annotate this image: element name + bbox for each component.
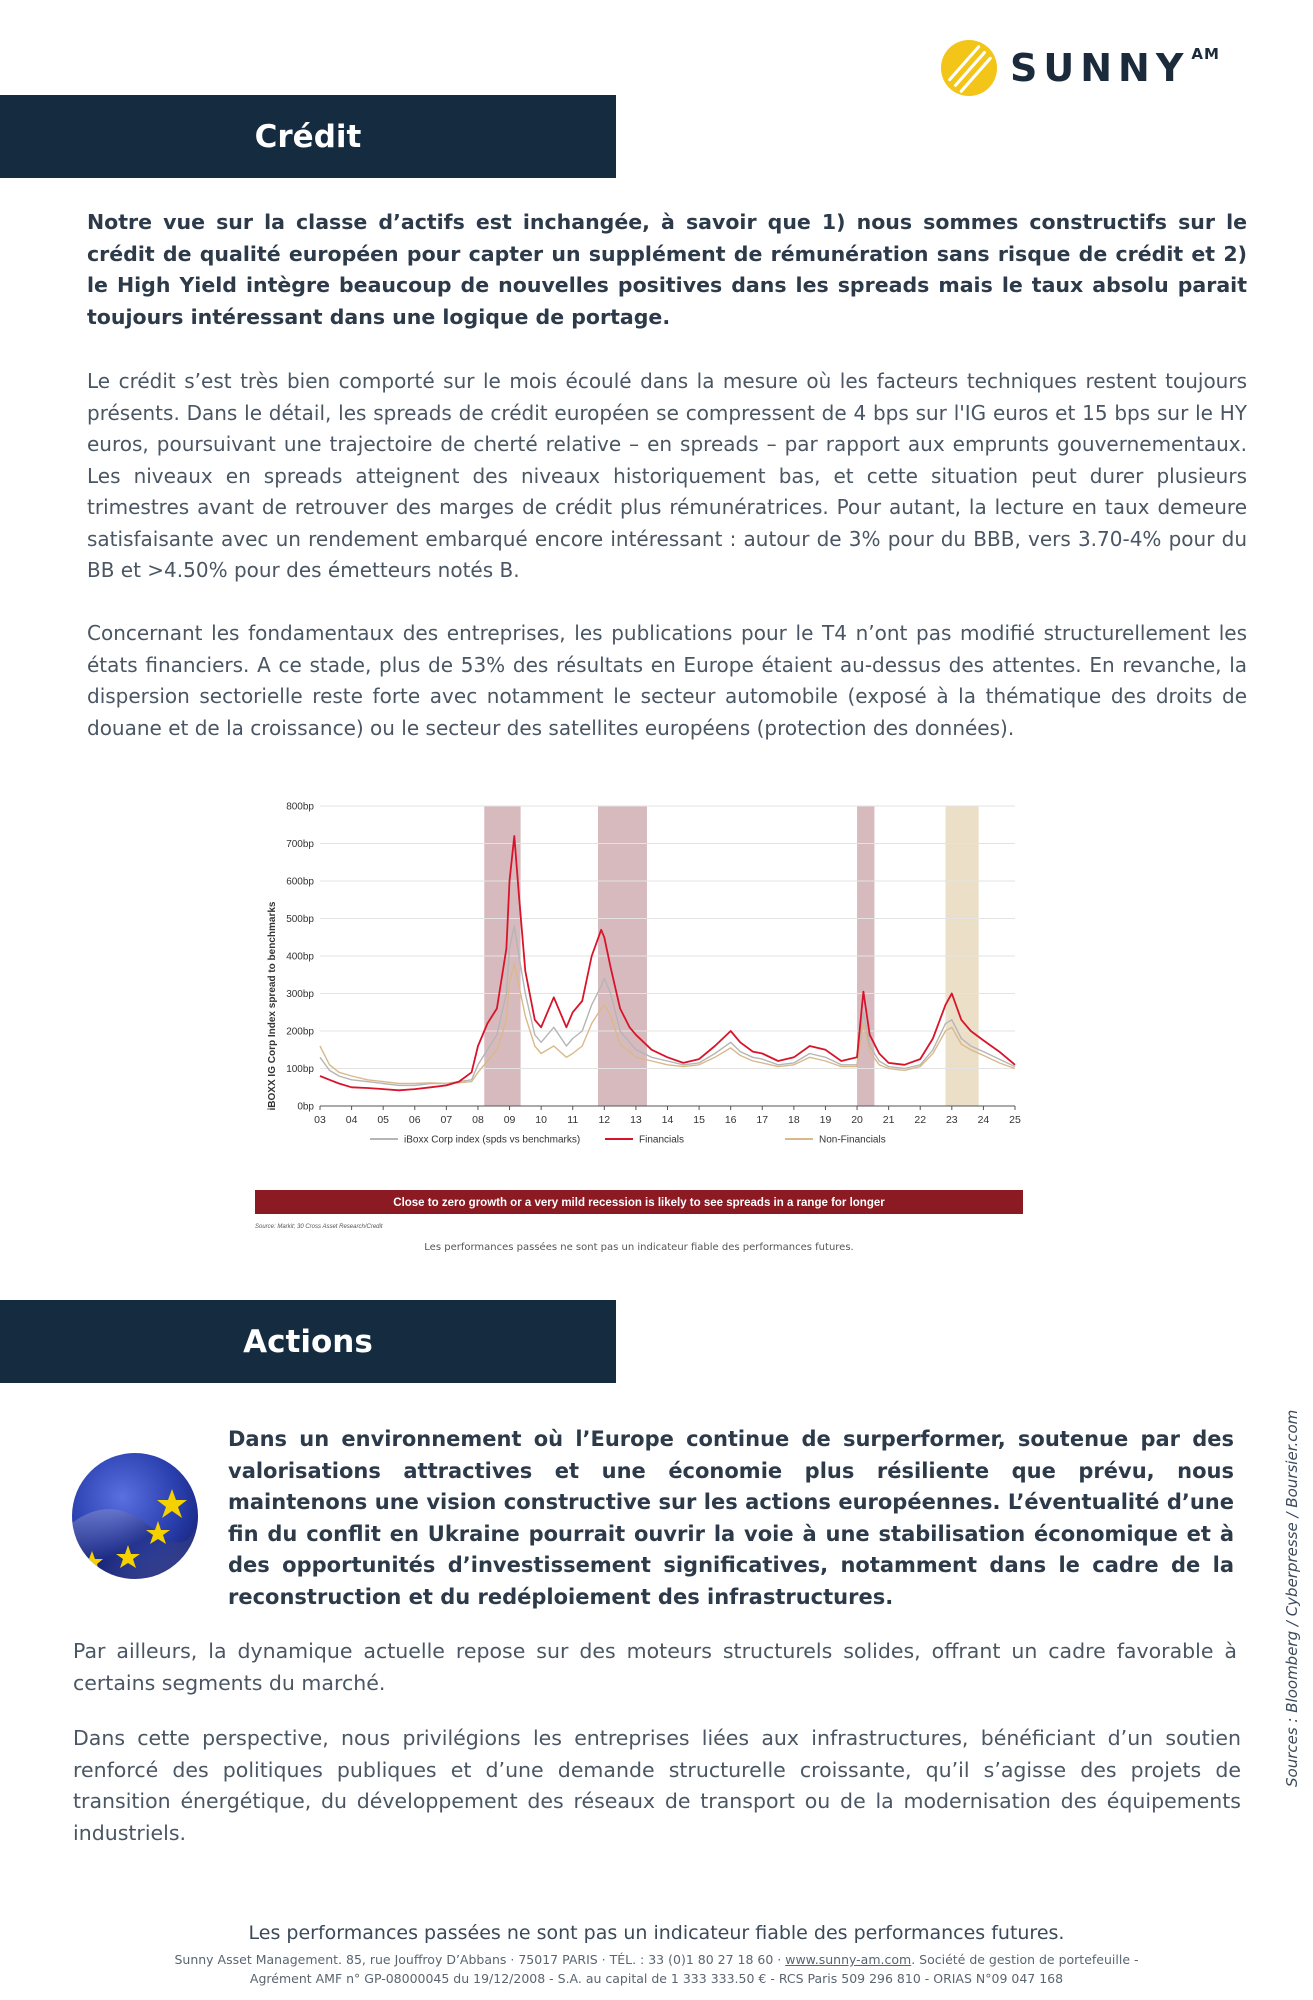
footer-website-link[interactable]: www.sunny-am.com: [785, 1952, 912, 1967]
chart-y-tick-label: 600bp: [286, 876, 314, 888]
chart-y-tick-label: 200bp: [286, 1026, 314, 1038]
chart-banner-text: Close to zero growth or a very mild recession is likely to see spreads in a range for longer: [393, 1197, 885, 1209]
chart-x-tick-label: 18: [788, 1114, 800, 1126]
chart-x-tick-label: 20: [851, 1114, 863, 1126]
credit-body-paragraph-2: Concernant les fondamentaux des entreprises, les publications pour le T4 n’ont pas modifié structurellement les états financiers. A ce stade, plus de 53% des résultats en Europe étaient au-dessus des attentes. En revanche, la dispersion sectorielle reste forte avec notamment le secteur automobile (exposé à la thématique des droits de douane et de la croissance) ou le secteur des satellites européens (protection des données).: [87, 621, 1247, 740]
chart-x-tick-label: 12: [598, 1114, 611, 1126]
chart-x-tick-label: 16: [724, 1114, 737, 1126]
actions-body-paragraph-1: Par ailleurs, la dynamique actuelle repose sur des moteurs structurels solides, offrant un cadre favorable à certains segments du marché.: [73, 1639, 1237, 1695]
sun-icon: [940, 39, 998, 97]
chart-disclaimer: Les performances passées ne sont pas un indicateur fiable des performances futures.: [424, 1242, 854, 1253]
chart-x-tick-label: 25: [1009, 1114, 1021, 1126]
chart-y-tick-label: 300bp: [286, 989, 314, 1000]
chart-y-tick-label: 500bp: [286, 914, 314, 925]
chart-x-tick-label: 22: [914, 1114, 927, 1126]
chart-y-tick-label: 800bp: [286, 801, 314, 813]
chart-series-line: [320, 964, 1015, 1084]
chart-x-tick-label: 11: [567, 1114, 579, 1126]
sunny-am-logo: [940, 36, 1220, 100]
chart-source: Source: Markit; 30 Cross Asset Research/Credit: [255, 1224, 383, 1230]
credit-lead-paragraph: Notre vue sur la classe d’actifs est inchangée, à savoir que 1) nous sommes constructifs sur le crédit de qualité européen pour capter un supplément de rémunération sans risque de crédit et 2) le High Yield intègre beaucoup de nouvelles positives dans les spreads mais le taux absolu parait toujours intéressant dans une logique de portage.: [87, 210, 1247, 329]
section-header-actions: [0, 1300, 616, 1383]
chart-x-tick-label: 17: [756, 1114, 769, 1126]
chart-series-line: [320, 926, 1015, 1085]
chart-x-tick-label: 21: [882, 1114, 895, 1126]
chart-x-tick-label: 06: [408, 1114, 421, 1126]
actions-body-paragraph-2: Dans cette perspective, nous privilégions les entreprises liées aux infrastructures, bénéficiant d’un soutien renforcé des politiques publiques et d’une demande structurelle croissante, qu’il s’agisse des projets de transition énergétique, du développement des réseaux de transport ou de la modernisation des équipements industriels.: [73, 1726, 1241, 1845]
chart-y-tick-label: 700bp: [286, 839, 314, 850]
chart-x-tick-label: 09: [503, 1114, 516, 1126]
section-title-actions: Actions: [243, 1323, 373, 1360]
footer-legal-line-2: Agrément AMF n° GP-08000045 du 19/12/2008 - S.A. au capital de 1 333 333.50 € - RCS Paris 509 296 810 - ORIAS N°09 047 168: [249, 1971, 1064, 1986]
chart-legend-label: Non-Financials: [819, 1134, 886, 1146]
chart-x-tick-label: 03: [314, 1114, 326, 1126]
footer-address: Sunny Asset Management. 85, rue Jouffroy D’Abbans · 75017 PARIS · TÉL. : 33 (0)1 80 27 18 60 ·: [174, 1952, 786, 1967]
chart-x-tick-label: 08: [472, 1114, 484, 1126]
section-title-credit: Crédit: [254, 118, 362, 155]
actions-lead-paragraph: Dans un environnement où l’Europe continue de surperformer, soutenue par des valorisations attractives et une économie plus résiliente que prévu, nous maintenons une vision constructive sur les actions européennes. L’éventualité d’une fin du conflit en Ukraine pourrait ouvrir la voie à une stabilisation économique et à des opportunités d’investissement significatives, notamment dans le cadre de la reconstruction et du redéploiement des infrastructures.: [228, 1427, 1234, 1609]
section-header-credit: [0, 95, 616, 178]
footer-legal: [120, 1950, 1193, 1988]
footer-legal-line-1: [120, 1950, 1193, 1969]
chart-x-tick-label: 05: [377, 1114, 390, 1126]
chart-y-tick-label: 0bp: [297, 1101, 314, 1113]
chart-legend-label: iBoxx Corp index (spds vs benchmarks): [404, 1134, 581, 1146]
chart-x-tick-label: 24: [977, 1114, 990, 1126]
brand-name: SUNNY: [1010, 46, 1190, 90]
credit-body-paragraph-1: Le crédit s’est très bien comporté sur le mois écoulé dans la mesure où les facteurs techniques restent toujours présents. Dans le détail, les spreads de crédit européen se compressent de 4 bps sur l'IG euros et 15 bps sur le HY euros, poursuivant une trajectoire de cherté relative – en spreads – par rapport aux emprunts gouvernementaux. Les niveaux en spreads atteignent des niveaux historiquement bas, et cette situation peut durer plusieurs trimestres avant de retrouver des marges de crédit plus rémunératrices. Pour autant, la lecture en taux demeure satisfaisante avec un rendement embarqué encore intéressant : autour de 3% pour du BBB, vers 3.70-4% pour du BB et >4.50% pour des émetteurs notés B.: [87, 369, 1247, 582]
footer-company-type: . Société de gestion de portefeuille -: [911, 1952, 1139, 1967]
eu-flag-icon: [72, 1453, 198, 1579]
brand-suffix: AM: [1191, 45, 1220, 63]
chart-x-tick-label: 15: [693, 1114, 705, 1126]
chart-x-tick-label: 19: [819, 1114, 832, 1126]
chart-legend-label: Financials: [639, 1134, 685, 1146]
eu-flag-image: [72, 1453, 198, 1579]
chart-series-line: [320, 836, 1015, 1090]
chart-y-tick-label: 100bp: [286, 1064, 314, 1075]
chart-x-tick-label: 14: [661, 1114, 674, 1126]
chart-x-tick-label: 07: [440, 1114, 453, 1126]
credit-spread-chart: [255, 796, 1023, 1236]
chart-y-axis-label: iBOXX IG Corp Index spread to benchmarks: [267, 901, 278, 1111]
chart-x-tick-label: 10: [535, 1114, 547, 1126]
chart-x-tick-label: 23: [945, 1114, 958, 1126]
chart-y-tick-label: 400bp: [286, 951, 314, 963]
chart-x-tick-label: 13: [630, 1114, 642, 1126]
footer-disclaimer: Les performances passées ne sont pas un indicateur fiable des performances futures.: [248, 1922, 1065, 1944]
chart-x-tick-label: 04: [345, 1114, 358, 1126]
sources-vertical-text: Sources : Bloomberg / Cyberpresse / Boursier.com: [1283, 1409, 1301, 1787]
